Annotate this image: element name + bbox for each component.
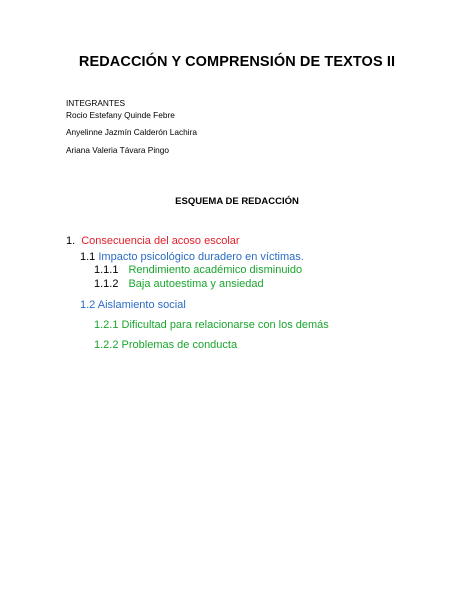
outline-item-1-2: 1.2 Aislamiento social [80,299,186,311]
outline-item-1-1-number: 1.1 [80,251,96,263]
outline-item-1-2-2: 1.2.2 Problemas de conducta [94,339,238,351]
outline-item-1-1-2-number: 1.1.2 [94,278,119,290]
outline-item-1-2-1: 1.2.1 Dificultad para relacionarse con los demás [94,319,329,331]
outline-item-1-1-2 [94,278,264,291]
outline-item-1-1-1 [94,264,302,277]
outline-item-1-1-2-text: Baja autoestima y ansiedad [128,278,264,290]
outline-item-1-1-1-text: Rendimiento académico disminuido [128,264,303,276]
outline-item-1-1-1-number: 1.1.1 [94,264,119,276]
outline-item-1-1-text: Impacto psicológico duradero en víctimas. [98,251,304,263]
member-1: Rocio Estefany Quinde Febre [66,110,175,120]
outline-item-1-number: 1. [66,235,76,247]
section-title: ESQUEMA DE REDACCIÓN [175,196,299,207]
members-label: INTEGRANTES [66,98,126,108]
document-title: REDACCIÓN Y COMPRENSIÓN DE TEXTOS II [78,54,396,70]
outline-item-1 [66,235,240,248]
member-2: Anyelinne Jazmín Calderón Lachira [66,127,197,137]
member-3: Ariana Valeria Távara Pingo [66,145,170,155]
outline-item-1-text: Consecuencia del acoso escolar [81,235,240,247]
outline-item-1-1 [80,251,304,264]
